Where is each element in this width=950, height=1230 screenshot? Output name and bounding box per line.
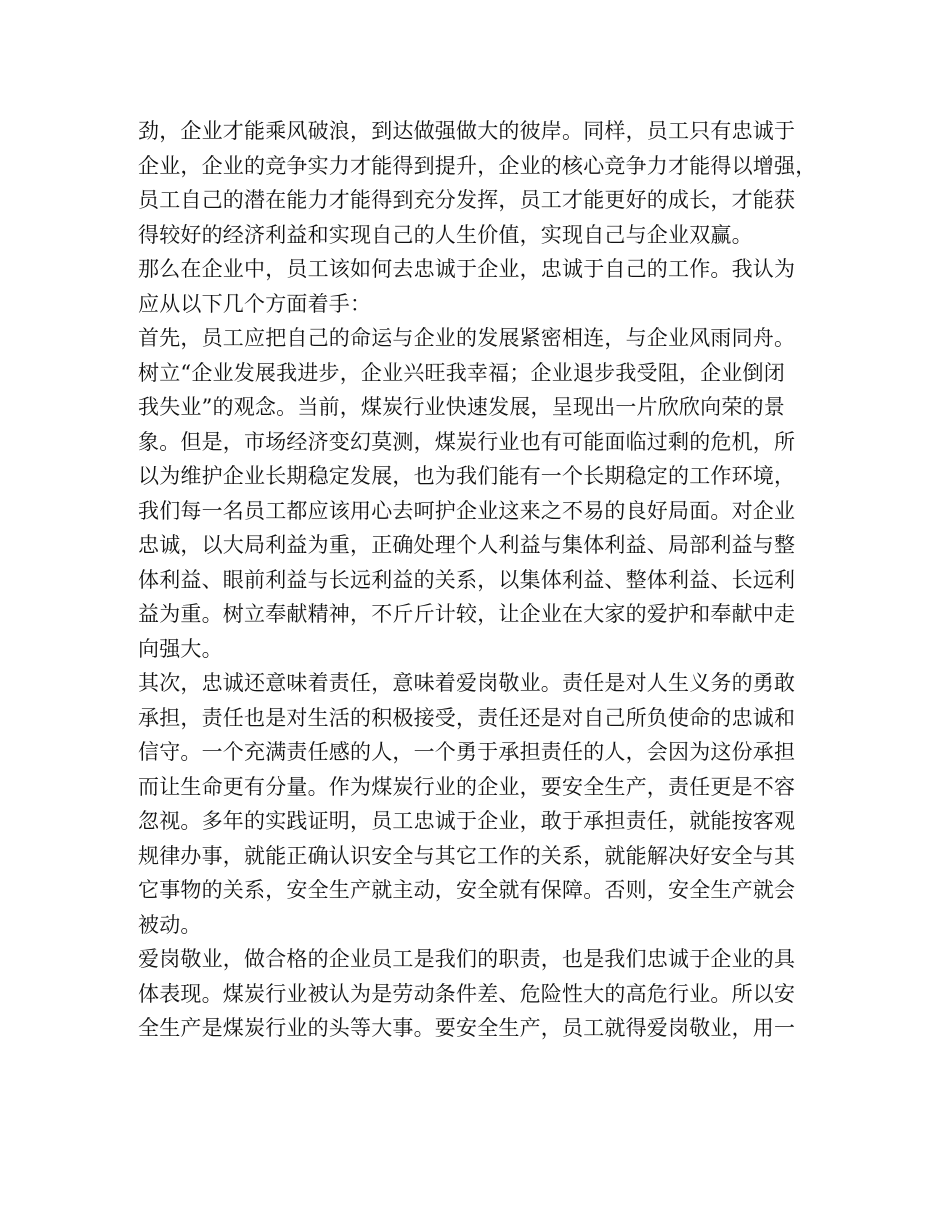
text-line: 象。但是，市场经济变幻莫测，煤炭行业也有可能面临过剩的危机，所: [138, 429, 796, 454]
text-line: 劲，企业才能乘风破浪，到达做强做大的彼岸。同样，员工只有忠诚于: [138, 119, 796, 143]
text-line: 以为维护企业长期稳定发展，也为我们能有一个长期稳定的工作环境，: [138, 464, 796, 488]
text-line: 其次，忠诚还意味着责任，意味着爱岗敬业。责任是对人生义务的勇敢: [138, 671, 796, 695]
body-text: [138, 114, 828, 1046]
text-line: 树立“企业发展我进步，企业兴旺我幸福；企业退步我受阻，企业倒闭: [138, 360, 785, 385]
text-line: 体表现。煤炭行业被认为是劳动条件差、危险性大的高危行业。所以安: [138, 981, 796, 1006]
text-line: 全生产是煤炭行业的头等大事。要安全生产，员工就得爱岗敬业，用一: [138, 1016, 796, 1040]
text-line: 企业，企业的竞争实力才能得到提升，企业的核心竞争力才能得以增强，: [138, 153, 817, 178]
text-line: 而让生命更有分量。作为煤炭行业的企业，要安全生产，责任更是不容: [138, 774, 796, 799]
text-line: 承担，责任也是对生活的积极接受，责任还是对自己所负使命的忠诚和: [138, 705, 796, 730]
text-line: 向强大。: [138, 636, 223, 661]
text-line: 忠诚，以大局利益为重，正确处理个人利益与集体利益、局部利益与整: [138, 533, 796, 557]
text-line: 益为重。树立奉献精神，不斤斤计较，让企业在大家的爱护和奉献中走: [138, 602, 796, 626]
text-line: 规律办事，就能正确认识安全与其它工作的关系，就能解决好安全与其: [138, 843, 796, 868]
text-line: 得较好的经济利益和实现自己的人生价值，实现自己与企业双赢。: [138, 222, 753, 247]
text-line: 忽视。多年的实践证明，员工忠诚于企业，敢于承担责任，就能按客观: [138, 809, 796, 833]
text-line: 应从以下几个方面着手：: [138, 291, 372, 316]
text-line: 我失业”的观念。当前，煤炭行业快速发展，呈现出一片欣欣向荣的景: [138, 395, 785, 419]
text-line: 爱岗敬业，做合格的企业员工是我们的职责，也是我们忠诚于企业的具: [138, 947, 796, 971]
text-line: 信守。一个充满责任感的人，一个勇于承担责任的人，会因为这份承担: [138, 740, 796, 764]
text-line: 那么在企业中，员工该如何去忠诚于企业，忠诚于自己的工作。我认为: [138, 257, 796, 281]
text-line: 首先，员工应把自己的命运与企业的发展紧密相连，与企业风雨同舟。: [138, 326, 796, 350]
text-line: 体利益、眼前利益与长远利益的关系，以集体利益、整体利益、长远利: [138, 567, 796, 592]
text-line: 被动。: [138, 912, 202, 937]
text-line: 员工自己的潜在能力才能得到充分发挥，员工才能更好的成长，才能获: [138, 188, 796, 212]
text-line: 我们每一名员工都应该用心去呵护企业这来之不易的良好局面。对企业: [138, 498, 796, 523]
text-line: 它事物的关系，安全生产就主动，安全就有保障。否则，安全生产就会: [138, 878, 796, 902]
